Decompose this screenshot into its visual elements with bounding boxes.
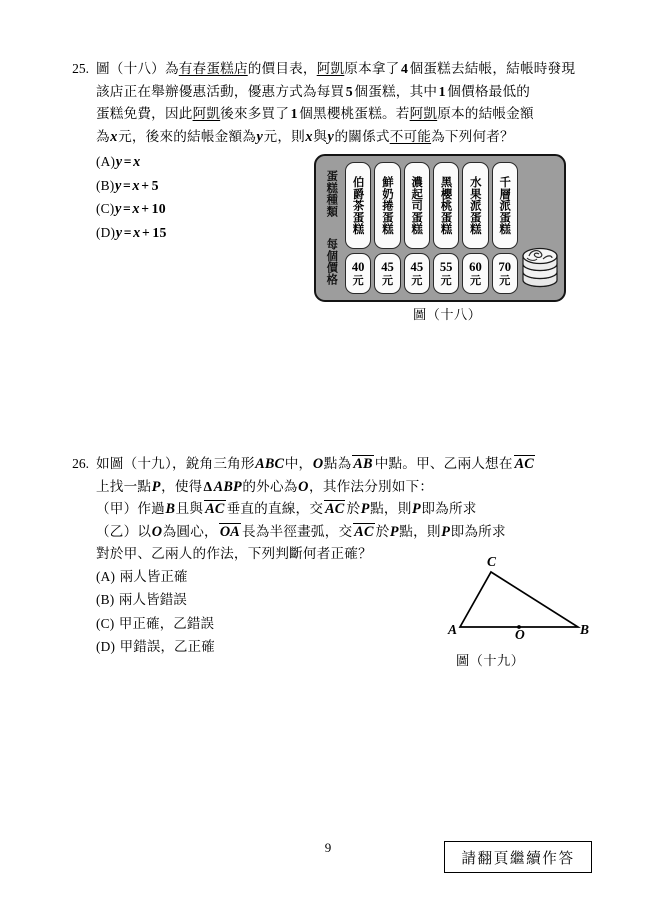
cake-price-value: 70: [498, 259, 512, 274]
currency-unit: 元: [440, 273, 452, 287]
question-25-option-c[interactable]: (C)y = x + 10: [96, 201, 166, 217]
question-26-option-a[interactable]: (A) 兩人皆正確: [96, 568, 188, 585]
question-26-option-d[interactable]: (D) 甲錯誤，乙正確: [96, 639, 215, 655]
cake-price-value: 45: [381, 259, 394, 274]
cake-name-cell: [492, 162, 518, 249]
figure-18-caption: 圖（十八）: [413, 308, 482, 323]
cake-name: 水果派蛋糕: [468, 176, 483, 235]
figure-19-triangle: [432, 548, 602, 648]
cake-price-cell: [374, 253, 400, 294]
cake-price-cell: [462, 253, 488, 294]
cake-column: [492, 162, 518, 294]
price-board-columns: [343, 162, 559, 294]
question-26-option-c[interactable]: (C) 甲正確，乙錯誤: [96, 615, 215, 632]
question-25-line-4: 為x元，後來的結帳金額為y元，則x與y的關係式不可能為下列何者？: [96, 128, 514, 145]
cake-name: 伯爵茶蛋糕: [351, 176, 366, 235]
cake-name: 黑櫻桃蛋糕: [439, 176, 454, 235]
cake-name: 鮮奶捲蛋糕: [380, 176, 395, 235]
cake-column: [433, 162, 459, 294]
cake-price-value: 40: [351, 259, 365, 274]
currency-unit: 元: [381, 273, 393, 287]
question-26-line-5: 對於甲、乙兩人的作法，下列判斷何者正確？: [96, 546, 372, 562]
question-25-line-2: 該店正在舉辦優惠活動，優惠方式為每買 5 個蛋糕，其中 1 個價格最低的: [96, 83, 531, 100]
currency-unit: 元: [411, 273, 423, 287]
cake-name-cell: [374, 162, 400, 249]
cake-name-cell: [345, 162, 371, 249]
layered-cake-icon: [521, 162, 559, 294]
turn-page-notice: 請翻頁繼續作答: [444, 841, 592, 873]
triangle-vertex-label-c: C: [487, 554, 497, 569]
question-25-line-3: 蛋糕免費，因此阿凱後來多買了 1 個黑櫻桃蛋糕。若阿凱原本的結帳金額: [96, 106, 534, 122]
figure-19-caption: 圖（十九）: [456, 654, 525, 669]
cake-name-cell: [433, 162, 459, 249]
cake-column: [404, 162, 430, 294]
cake-column: [462, 162, 488, 294]
figure-18-price-table: [314, 154, 566, 302]
question-26-line-1: 如圖（十九），銳角三角形ABC中，O點為 AB 中點。甲、乙兩人想在 AC: [96, 456, 534, 472]
question-25-number: 25.: [72, 61, 89, 76]
price-board-row-headers: [321, 162, 343, 294]
cake-name-cell: [462, 162, 488, 249]
triangle-vertex-label-a: A: [448, 622, 458, 637]
cake-price-cell: [433, 253, 459, 294]
triangle-vertex-label-b: B: [580, 622, 590, 637]
currency-unit: 元: [352, 273, 364, 287]
currency-unit: 元: [469, 273, 481, 287]
question-26-line-4: （乙）以O為圓心， OA 長為半徑畫弧，交 AC 於P點，則P即為所求: [96, 523, 506, 540]
question-26-number: 26.: [72, 456, 89, 471]
cake-name: 濃起司蛋糕: [410, 176, 425, 235]
question-25-option-a[interactable]: (A)y = x: [96, 154, 141, 170]
cake-price-cell: [345, 253, 371, 294]
question-25-line-1: 圖（十八）為有春蛋糕店的價目表，阿凱原本拿了 4 個蛋糕去結帳，結帳時發現: [96, 61, 576, 77]
cake-price-cell: [492, 253, 518, 294]
row-header-cake-type: 蛋糕種類: [325, 170, 340, 218]
question-26-line-2: 上找一點P，使得Δ ABP的外心為O，其作法分別如下：: [96, 478, 434, 495]
cake-price-cell: [404, 253, 430, 294]
page-number: 9: [324, 840, 332, 855]
cake-name-cell: [404, 162, 430, 249]
cake-column: [345, 162, 371, 294]
cake-price-value: 55: [439, 259, 453, 274]
cake-name: 千層派蛋糕: [498, 176, 513, 235]
triangle-midpoint-label-o: O: [515, 627, 525, 642]
cake-price-value: 45: [410, 259, 424, 274]
row-header-unit-price: 每個價格: [325, 238, 340, 286]
question-26-line-3: （甲）作過B且與 AC 垂直的直線，交 AC 於P點，則P即為所求: [96, 501, 477, 517]
cake-price-value: 60: [469, 259, 482, 274]
question-26-option-b[interactable]: (B) 兩人皆錯誤: [96, 592, 187, 608]
cake-column: [374, 162, 400, 294]
question-25-option-b[interactable]: (B)y = x + 5: [96, 177, 159, 194]
question-25-option-d[interactable]: (D)y = x + 15: [96, 224, 167, 241]
currency-unit: 元: [499, 273, 511, 287]
price-board: [314, 154, 566, 302]
